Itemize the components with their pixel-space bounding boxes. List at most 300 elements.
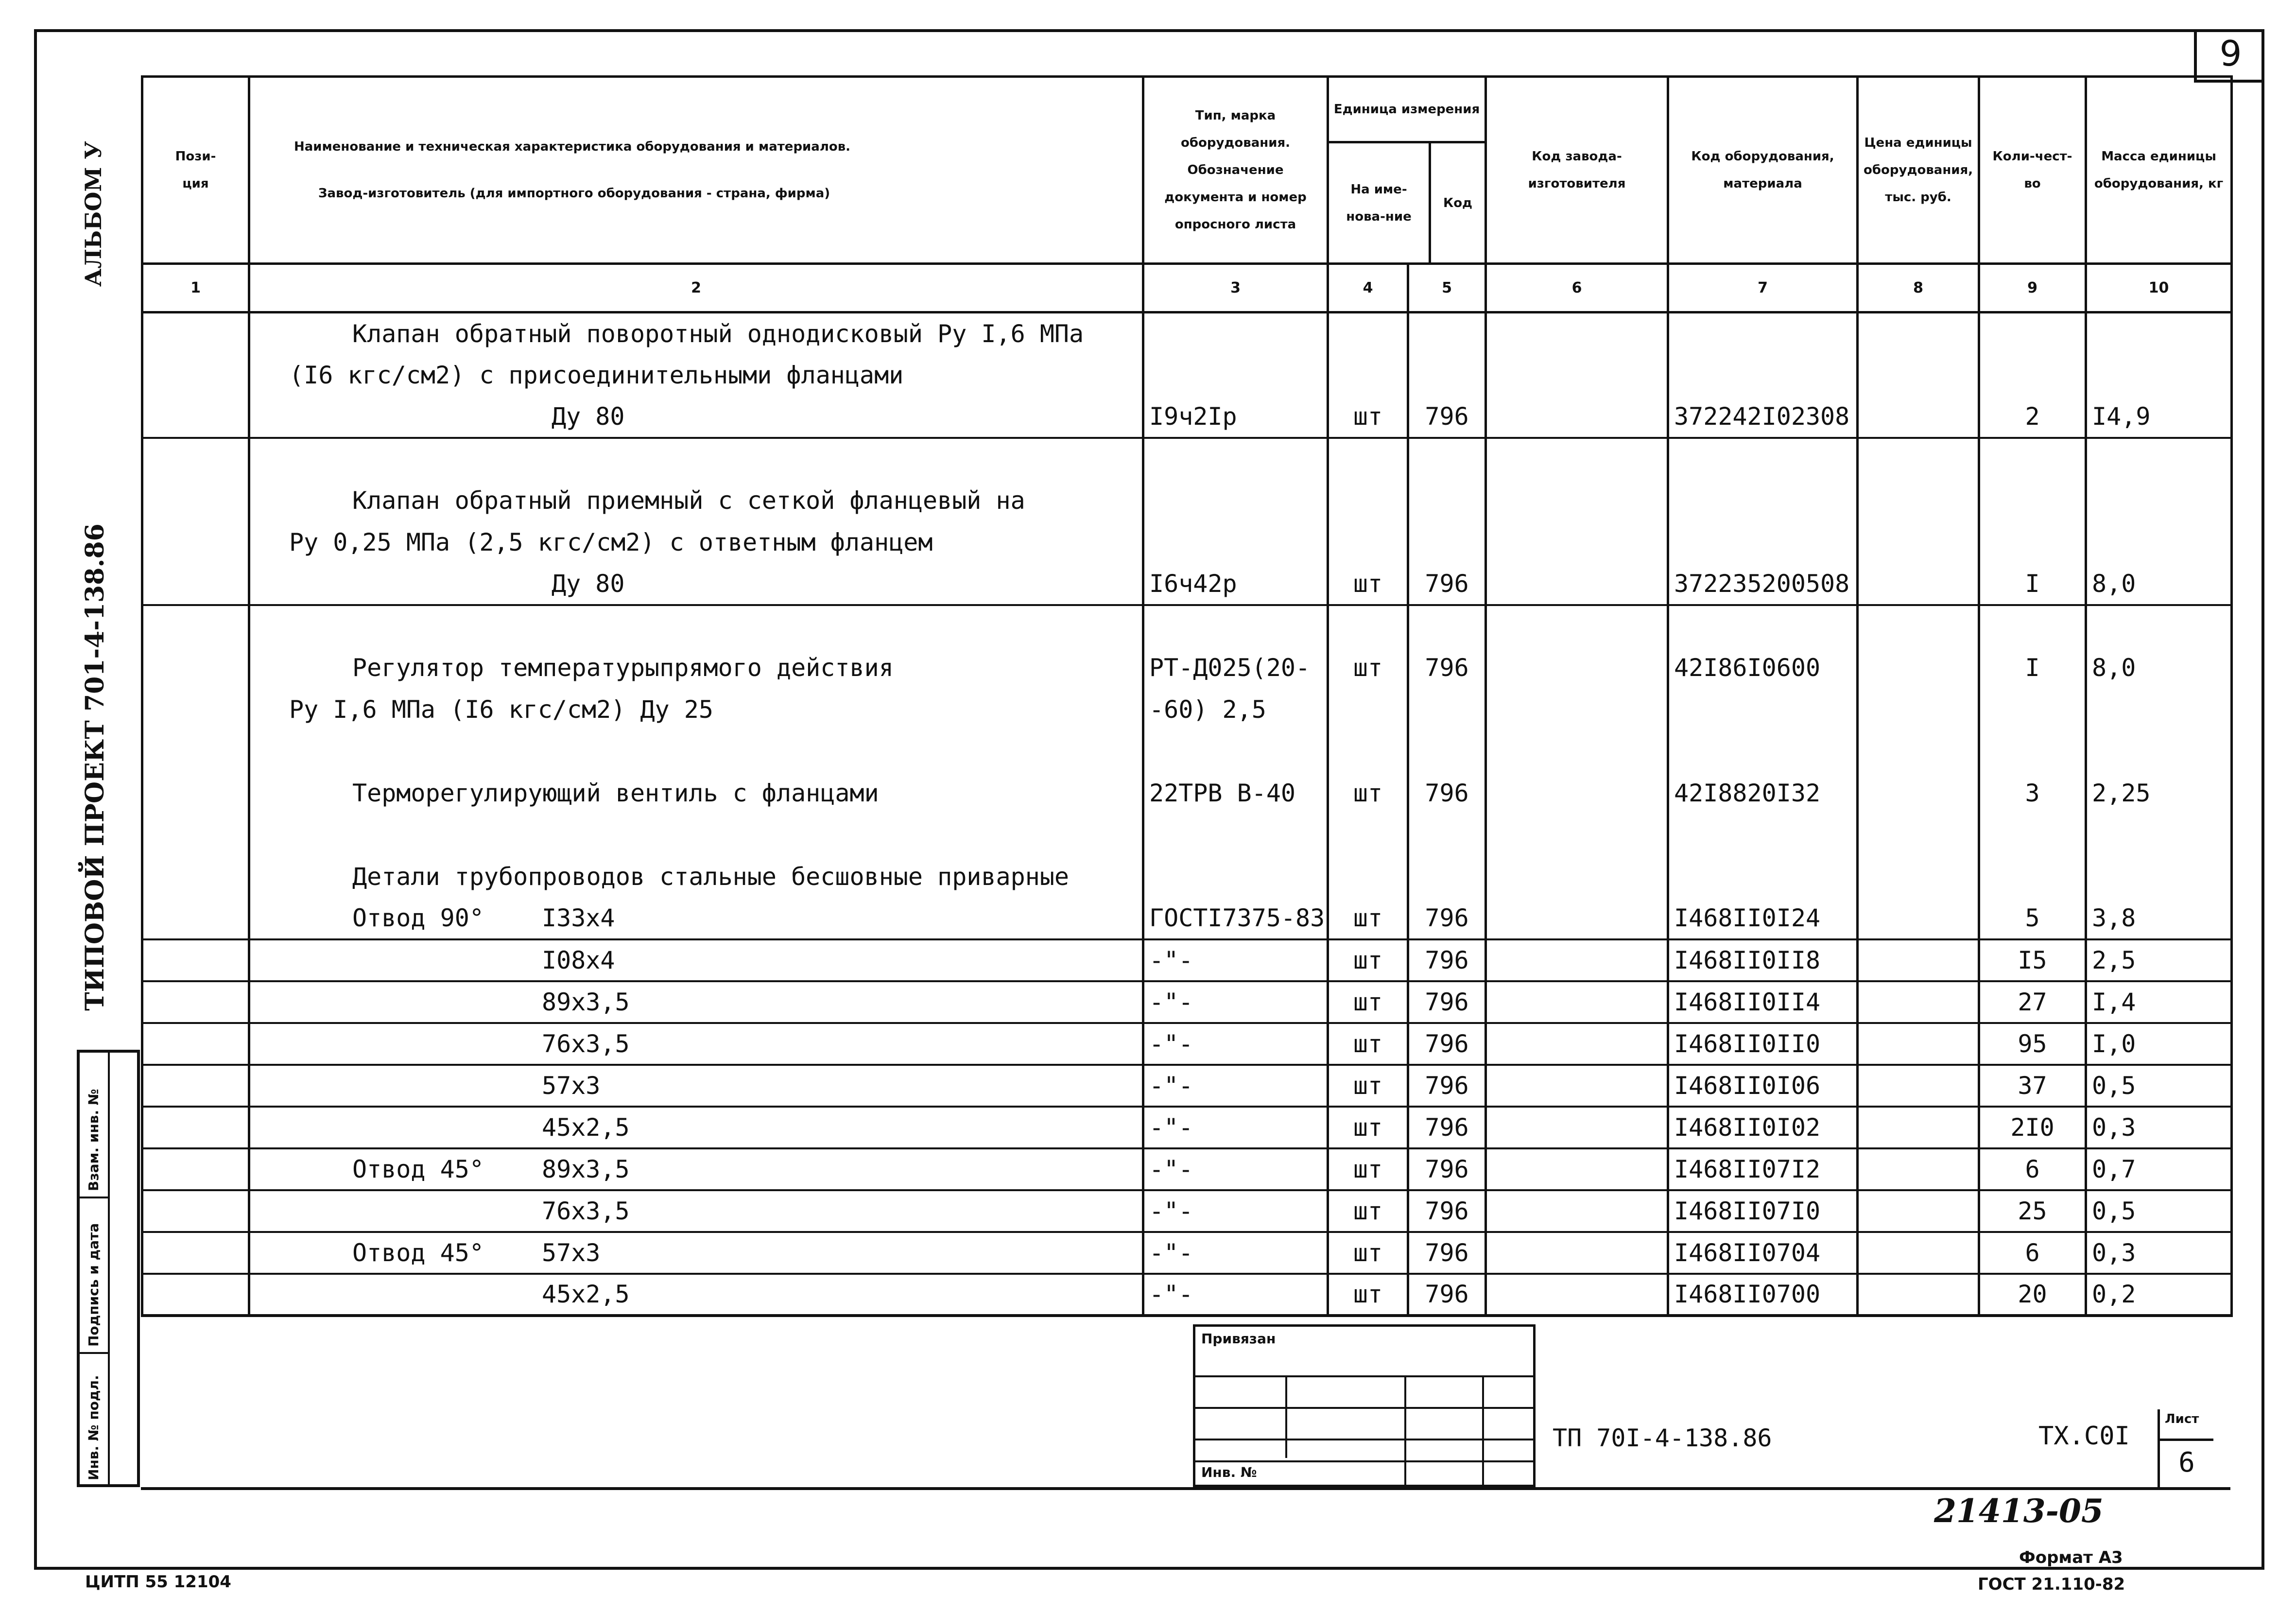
cell-qty (1979, 480, 2086, 521)
cell-type (1143, 438, 1328, 480)
cell-ucode (1408, 312, 1486, 354)
cell-name (249, 605, 1143, 647)
cell-type: I9ч2Iр (1143, 396, 1328, 438)
footer-gost: ГОСТ 21.110-82 (1978, 1575, 2125, 1594)
cell-factory (1486, 354, 1668, 396)
project-side-label: ТИПОВОЙ ПРОЕКТ 701-4-138.86 (80, 523, 110, 1011)
header-type: Тип, марка оборудования. Обозначение документа и номер опросного листа (1143, 77, 1328, 264)
cell-pos (142, 856, 249, 898)
cell-price (1858, 1065, 1979, 1107)
fitting-label: Отвод 45° (352, 1238, 484, 1267)
cell-unit: шт (1328, 1148, 1408, 1190)
cell-qty (1979, 438, 2086, 480)
cell-pos (142, 1190, 249, 1232)
cell-code (1668, 521, 1858, 563)
col-number: 4 (1328, 264, 1408, 312)
cell-unit (1328, 730, 1408, 772)
cell-qty (1979, 856, 2086, 898)
cell-type (1143, 480, 1328, 521)
cell-unit: шт (1328, 898, 1408, 939)
cell-qty (1979, 730, 2086, 772)
cell-code (1668, 354, 1858, 396)
cell-price (1858, 396, 1979, 438)
cell-factory (1486, 647, 1668, 689)
cell-qty: 3 (1979, 772, 2086, 814)
cell-code: I468II0I02 (1668, 1107, 1858, 1148)
cell-name (249, 730, 1143, 772)
cell-ucode: 796 (1408, 981, 1486, 1023)
cell-factory (1486, 312, 1668, 354)
header-mass: Масса единицы оборудования, кг (2086, 77, 2232, 264)
cell-price (1858, 647, 1979, 689)
cell-price (1858, 1107, 1979, 1148)
header-equipment-code: Код оборудования, материала (1668, 77, 1858, 264)
cell-mass (2086, 438, 2232, 480)
fitting-size: 89х3,5 (542, 1155, 630, 1183)
cell-factory (1486, 480, 1668, 521)
cell-type: -"- (1143, 939, 1328, 981)
cell-name (249, 898, 1143, 939)
cell-pos (142, 438, 249, 480)
cell-code: I468II0700 (1668, 1274, 1858, 1316)
cell-name (249, 1190, 1143, 1232)
cell-type: -60) 2,5 (1143, 689, 1328, 730)
cell-pos (142, 563, 249, 605)
cell-mass (2086, 354, 2232, 396)
table-row (142, 981, 2232, 1023)
cell-mass: 3,8 (2086, 898, 2232, 939)
cell-pos (142, 939, 249, 981)
cell-price (1858, 521, 1979, 563)
cell-mass: 2,25 (2086, 772, 2232, 814)
cell-qty: 2 (1979, 396, 2086, 438)
cell-name: Регулятор температурыпрямого действия (249, 647, 1143, 689)
cell-pos (142, 647, 249, 689)
cell-price (1858, 1148, 1979, 1190)
cell-type (1143, 354, 1328, 396)
cell-mass: 8,0 (2086, 563, 2232, 605)
cell-pos (142, 1107, 249, 1148)
cell-pos (142, 898, 249, 939)
cell-price (1858, 981, 1979, 1023)
cell-price (1858, 730, 1979, 772)
specification-table-wrap (141, 75, 2230, 1317)
document-code: ТХ.С0I (2038, 1422, 2130, 1451)
cell-pos (142, 1023, 249, 1065)
cell-code: I468II0II4 (1668, 981, 1858, 1023)
cell-name: Клапан обратный поворотный однодисковый Ру I,6 МПа (249, 312, 1143, 354)
col-number: 2 (249, 264, 1143, 312)
cell-unit (1328, 856, 1408, 898)
cell-qty (1979, 814, 2086, 856)
cell-name (249, 814, 1143, 856)
cell-ucode: 796 (1408, 1107, 1486, 1148)
table-row (142, 480, 2232, 521)
cell-code: I468II07I0 (1668, 1190, 1858, 1232)
table-row (142, 563, 2232, 605)
cell-mass: I,4 (2086, 981, 2232, 1023)
cell-ucode (1408, 856, 1486, 898)
strip-label-vzam: Взам. инв. № (86, 1089, 102, 1191)
cell-factory (1486, 1148, 1668, 1190)
cell-ucode: 796 (1408, 647, 1486, 689)
cell-code (1668, 312, 1858, 354)
header-name (249, 77, 1143, 264)
cell-mass (2086, 689, 2232, 730)
cell-type: -"- (1143, 1148, 1328, 1190)
cell-code: 372235200508 (1668, 563, 1858, 605)
header-position: Пози- ция (142, 77, 249, 264)
cell-mass: 0,7 (2086, 1148, 2232, 1190)
cell-factory (1486, 1190, 1668, 1232)
footer-left: ЦИТП 55 12104 (85, 1572, 231, 1592)
cell-name: (I6 кгс/см2) с присоединительными фланцами (249, 354, 1143, 396)
fitting-label (352, 1030, 542, 1058)
cell-type: -"- (1143, 981, 1328, 1023)
cell-unit: шт (1328, 1065, 1408, 1107)
cell-pos (142, 480, 249, 521)
specification-table (141, 75, 2233, 1317)
cell-name (249, 1148, 1143, 1190)
cell-price (1858, 814, 1979, 856)
fitting-label (352, 1072, 542, 1100)
cell-price (1858, 605, 1979, 647)
cell-qty (1979, 521, 2086, 563)
cell-unit (1328, 521, 1408, 563)
cell-ucode: 796 (1408, 939, 1486, 981)
cell-ucode: 796 (1408, 772, 1486, 814)
cell-qty: 27 (1979, 981, 2086, 1023)
fitting-size: 57х3 (542, 1071, 601, 1100)
cell-ucode (1408, 521, 1486, 563)
cell-ucode (1408, 480, 1486, 521)
table-row (142, 1190, 2232, 1232)
cell-price (1858, 939, 1979, 981)
cell-price (1858, 354, 1979, 396)
cell-pos (142, 396, 249, 438)
cell-qty (1979, 689, 2086, 730)
cell-pos (142, 312, 249, 354)
cell-factory (1486, 563, 1668, 605)
cell-ucode: 796 (1408, 1190, 1486, 1232)
header-quantity: Коли-чест-во (1979, 77, 2086, 264)
cell-qty: I (1979, 563, 2086, 605)
cell-mass (2086, 814, 2232, 856)
fitting-size: 76х3,5 (542, 1029, 630, 1058)
cell-mass: 0,3 (2086, 1107, 2232, 1148)
cell-price (1858, 563, 1979, 605)
table-row (142, 521, 2232, 563)
cell-mass (2086, 521, 2232, 563)
cell-price (1858, 1232, 1979, 1274)
cell-code (1668, 480, 1858, 521)
cell-code: I468II0II0 (1668, 1023, 1858, 1065)
tb-vline (1404, 1375, 1406, 1485)
col-number: 1 (142, 264, 249, 312)
col-number: 8 (1858, 264, 1979, 312)
fitting-size: 45х2,5 (542, 1280, 630, 1308)
bottom-rule (141, 1487, 2230, 1490)
col-number: 5 (1408, 264, 1486, 312)
cell-factory (1486, 898, 1668, 939)
cell-code (1668, 856, 1858, 898)
header-unit-code: Код (1443, 195, 1473, 210)
cell-price (1858, 312, 1979, 354)
table-row (142, 1148, 2232, 1190)
cell-code (1668, 730, 1858, 772)
fitting-label: Отвод 45° (352, 1155, 484, 1183)
cell-name (249, 1107, 1143, 1148)
cell-ucode (1408, 438, 1486, 480)
cell-ucode (1408, 730, 1486, 772)
inv-label: Инв. № (1201, 1464, 1257, 1480)
cell-ucode: 796 (1408, 898, 1486, 939)
cell-type: -"- (1143, 1274, 1328, 1316)
table-row (142, 772, 2232, 814)
cell-type (1143, 521, 1328, 563)
cell-price (1858, 480, 1979, 521)
cell-unit (1328, 312, 1408, 354)
cell-price (1858, 1274, 1979, 1316)
cell-ucode: 796 (1408, 396, 1486, 438)
cell-qty: 6 (1979, 1232, 2086, 1274)
cell-code: I468II0II8 (1668, 939, 1858, 981)
cell-type: РТ-Д025(20- (1143, 647, 1328, 689)
cell-price (1858, 856, 1979, 898)
cell-code (1668, 689, 1858, 730)
cell-name (249, 981, 1143, 1023)
cell-unit: шт (1328, 563, 1408, 605)
cell-price (1858, 898, 1979, 939)
cell-name (249, 1232, 1143, 1274)
cell-qty: 5 (1979, 898, 2086, 939)
cell-qty: I (1979, 647, 2086, 689)
cell-type (1143, 814, 1328, 856)
table-row (142, 312, 2232, 354)
cell-code: I468II07I2 (1668, 1148, 1858, 1190)
approval-strip (77, 1050, 140, 1487)
cell-name: Детали трубопроводов стальные бесшовные приварные (249, 856, 1143, 898)
col-number: 3 (1143, 264, 1328, 312)
fitting-size: I08х4 (542, 946, 615, 974)
cell-unit: шт (1328, 647, 1408, 689)
cell-mass: 0,2 (2086, 1274, 2232, 1316)
strip-divider (108, 1053, 110, 1484)
cell-factory (1486, 1274, 1668, 1316)
fitting-label (352, 1280, 542, 1308)
fitting-label (352, 1197, 542, 1225)
cell-price (1858, 1190, 1979, 1232)
cell-mass (2086, 312, 2232, 354)
cell-mass: 0,5 (2086, 1190, 2232, 1232)
cell-ucode (1408, 814, 1486, 856)
cell-pos (142, 1232, 249, 1274)
cell-qty: 20 (1979, 1274, 2086, 1316)
cell-name: Ду 80 (249, 396, 1143, 438)
strip-label-inv: Инв. № подл. (86, 1375, 102, 1480)
table-row (142, 354, 2232, 396)
table-row (142, 1065, 2232, 1107)
sheet-label: Лист (2165, 1412, 2199, 1426)
cell-mass: 0,3 (2086, 1232, 2232, 1274)
title-block (1193, 1324, 1536, 1487)
cell-price (1858, 438, 1979, 480)
cell-code: 42I8820I32 (1668, 772, 1858, 814)
cell-qty: 6 (1979, 1148, 2086, 1190)
cell-type: ГОСТI7375-83 (1143, 898, 1328, 939)
cell-type (1143, 312, 1328, 354)
cell-code (1668, 605, 1858, 647)
cell-unit: шт (1328, 1107, 1408, 1148)
cell-type: -"- (1143, 1232, 1328, 1274)
cell-name: Ру I,6 МПа (I6 кгс/см2) Ду 25 (249, 689, 1143, 730)
cell-factory (1486, 438, 1668, 480)
table-row (142, 647, 2232, 689)
cell-factory (1486, 1023, 1668, 1065)
cell-factory (1486, 605, 1668, 647)
cell-mass (2086, 856, 2232, 898)
album-label: АЛЬБОМ У (80, 141, 106, 287)
cell-pos (142, 981, 249, 1023)
cell-factory (1486, 730, 1668, 772)
cell-code (1668, 438, 1858, 480)
cell-unit (1328, 814, 1408, 856)
fitting-size: 89х3,5 (542, 988, 630, 1016)
cell-pos (142, 814, 249, 856)
cell-qty: 2I0 (1979, 1107, 2086, 1148)
header-unit-name: На име-нова-ние (1329, 143, 1431, 262)
cell-ucode (1408, 689, 1486, 730)
cell-factory (1486, 772, 1668, 814)
cell-ucode (1408, 605, 1486, 647)
table-row (142, 856, 2232, 898)
cell-mass: I4,9 (2086, 396, 2232, 438)
cell-code: I468II0I06 (1668, 1065, 1858, 1107)
cell-unit (1328, 480, 1408, 521)
cell-factory (1486, 689, 1668, 730)
cell-code: 42I86I0600 (1668, 647, 1858, 689)
table-row (142, 814, 2232, 856)
cell-unit (1328, 354, 1408, 396)
cell-unit: шт (1328, 1232, 1408, 1274)
cell-type: -"- (1143, 1023, 1328, 1065)
cell-name: Ду 80 (249, 563, 1143, 605)
cell-name (249, 438, 1143, 480)
table-row (142, 396, 2232, 438)
cell-code: I468II0704 (1668, 1232, 1858, 1274)
cell-type: -"- (1143, 1190, 1328, 1232)
cell-factory (1486, 814, 1668, 856)
header-unit (1328, 77, 1486, 264)
cell-pos (142, 689, 249, 730)
cell-factory (1486, 396, 1668, 438)
header-name-line1: Наименование и техническая характеристика оборудования и материалов. (294, 139, 851, 154)
cell-pos (142, 354, 249, 396)
table-row (142, 730, 2232, 772)
fitting-size: 45х2,5 (542, 1113, 630, 1142)
cell-qty: I5 (1979, 939, 2086, 981)
cell-ucode (1408, 354, 1486, 396)
fitting-label (352, 988, 542, 1016)
cell-pos (142, 772, 249, 814)
sheet-number: 6 (2160, 1439, 2213, 1487)
strip-label-podpis: Подпись и дата (86, 1223, 102, 1347)
table-row (142, 1023, 2232, 1065)
cell-name (249, 1023, 1143, 1065)
cell-unit: шт (1328, 1274, 1408, 1316)
cell-unit: шт (1328, 1190, 1408, 1232)
cell-type: 22ТРВ В-40 (1143, 772, 1328, 814)
cell-qty (1979, 354, 2086, 396)
cell-pos (142, 730, 249, 772)
cell-unit (1328, 689, 1408, 730)
cell-pos (142, 1148, 249, 1190)
table-row (142, 605, 2232, 647)
cell-factory (1486, 1065, 1668, 1107)
cell-unit: шт (1328, 1023, 1408, 1065)
cell-factory (1486, 939, 1668, 981)
cell-ucode: 796 (1408, 1274, 1486, 1316)
cell-name: Терморегулирующий вентиль с фланцами (249, 772, 1143, 814)
cell-unit: шт (1328, 772, 1408, 814)
cell-ucode: 796 (1408, 1232, 1486, 1274)
cell-qty: 25 (1979, 1190, 2086, 1232)
cell-factory (1486, 981, 1668, 1023)
col-number: 9 (1979, 264, 2086, 312)
table-row (142, 939, 2232, 981)
cell-unit (1328, 605, 1408, 647)
cell-mass (2086, 480, 2232, 521)
cell-qty (1979, 312, 2086, 354)
header-unit-group: Единица измерения (1329, 78, 1485, 143)
sheet-corner-number: 9 (2194, 29, 2264, 83)
table-row (142, 1107, 2232, 1148)
cell-unit: шт (1328, 939, 1408, 981)
cell-type: -"- (1143, 1065, 1328, 1107)
cell-name: Клапан обратный приемный с сеткой фланцевый на (249, 480, 1143, 521)
cell-pos (142, 521, 249, 563)
tb-vline (1285, 1375, 1287, 1458)
table-row (142, 689, 2232, 730)
cell-code: I468II0I24 (1668, 898, 1858, 939)
cell-mass: I,0 (2086, 1023, 2232, 1065)
privyazan-label: Привязан (1201, 1331, 1276, 1347)
fitting-label (352, 946, 542, 974)
sheet-box (2158, 1409, 2211, 1487)
cell-ucode: 796 (1408, 1065, 1486, 1107)
footer-format: Формат А3 (2019, 1548, 2123, 1567)
cell-pos (142, 1065, 249, 1107)
tb-vline (1482, 1375, 1484, 1485)
cell-qty: 37 (1979, 1065, 2086, 1107)
cell-unit (1328, 438, 1408, 480)
cell-type: I6ч42р (1143, 563, 1328, 605)
cell-name: Ру 0,25 МПа (2,5 кгс/см2) с ответным фланцем (249, 521, 1143, 563)
cell-type (1143, 605, 1328, 647)
cell-ucode: 796 (1408, 1023, 1486, 1065)
header-price: Цена единицы оборудования, тыс. руб. (1858, 77, 1979, 264)
cell-qty (1979, 605, 2086, 647)
cell-pos (142, 1274, 249, 1316)
table-row (142, 1232, 2232, 1274)
col-number: 10 (2086, 264, 2232, 312)
cell-factory (1486, 1232, 1668, 1274)
cell-ucode: 796 (1408, 1148, 1486, 1190)
cell-code: 372242I02308 (1668, 396, 1858, 438)
cell-factory (1486, 1107, 1668, 1148)
cell-mass: 2,5 (2086, 939, 2232, 981)
fitting-label (352, 1113, 542, 1142)
